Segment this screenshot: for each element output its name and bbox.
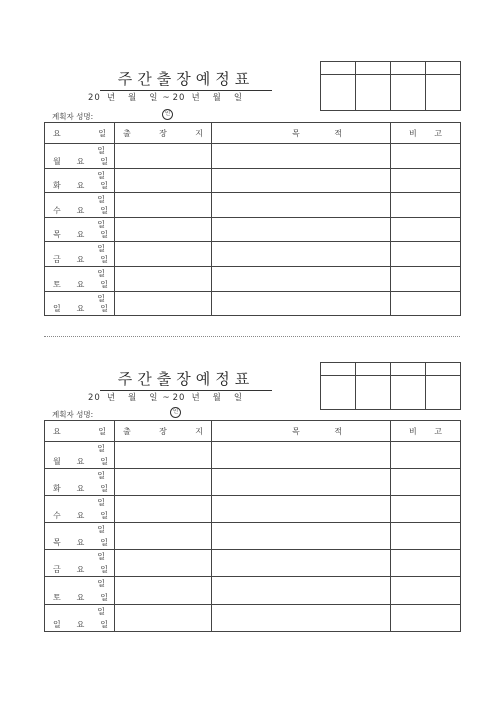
remarks-cell[interactable]	[391, 144, 461, 169]
destination-cell[interactable]	[115, 604, 212, 631]
day-suffix: 일	[97, 244, 105, 254]
approval-box	[320, 61, 461, 111]
day-name	[53, 205, 108, 216]
date-token: ~	[162, 93, 171, 103]
header-char: 요	[53, 426, 61, 436]
day-char: 목	[53, 230, 61, 240]
table-row	[45, 604, 461, 631]
day-name	[53, 619, 108, 630]
header-char: 비	[409, 128, 417, 138]
day-char: 수	[53, 511, 61, 521]
purpose-cell[interactable]	[212, 291, 391, 316]
day-char: 일	[100, 230, 108, 240]
approval-cell[interactable]	[356, 75, 391, 111]
day-char: 요	[76, 279, 85, 289]
day-char: 일	[100, 592, 108, 602]
day-suffix: 일	[97, 146, 105, 155]
remarks-cell[interactable]	[391, 469, 461, 496]
approval-cell[interactable]	[356, 363, 391, 376]
day-cell	[45, 266, 115, 291]
day-suffix: 일	[97, 444, 105, 453]
day-char: 일	[100, 205, 108, 215]
day-char: 토	[53, 592, 61, 602]
remarks-cell[interactable]	[391, 604, 461, 631]
header-char: 장	[159, 426, 167, 436]
day-char: 일	[100, 254, 108, 264]
day-char: 수	[53, 205, 61, 215]
header-char: 지	[195, 426, 203, 436]
approval-cell[interactable]	[426, 75, 461, 111]
day-char: 요	[76, 457, 85, 467]
date-token: 일	[149, 393, 159, 403]
day-char: 일	[100, 457, 108, 467]
approval-box	[320, 362, 461, 410]
date-token: 월	[212, 393, 222, 403]
day-cell	[45, 168, 115, 193]
purpose-cell[interactable]	[212, 496, 391, 523]
table-row	[45, 242, 461, 267]
approval-cell[interactable]	[426, 376, 461, 410]
date-token: 20	[172, 393, 186, 403]
day-cell	[45, 550, 115, 577]
table-row	[45, 168, 461, 193]
table-row	[45, 550, 461, 577]
destination-cell[interactable]	[115, 496, 212, 523]
date-token: 20	[88, 393, 101, 403]
day-cell	[45, 442, 115, 469]
day-cell	[45, 523, 115, 550]
table-row	[45, 291, 461, 316]
schedule-table	[44, 420, 461, 632]
day-name	[53, 254, 108, 265]
table-row	[45, 144, 461, 169]
day-char: 일	[100, 279, 108, 289]
approval-cell[interactable]	[321, 62, 356, 75]
remarks-cell[interactable]	[391, 523, 461, 550]
header-char: 적	[334, 128, 342, 138]
date-token: 일	[149, 93, 159, 103]
approval-cell[interactable]	[391, 75, 426, 111]
date-token: 년	[106, 393, 117, 403]
date-range	[88, 91, 278, 103]
day-name	[53, 510, 108, 521]
day-char: 일	[100, 538, 108, 548]
day-name	[53, 592, 108, 603]
table-header-row	[45, 421, 461, 442]
day-char: 일	[100, 484, 108, 494]
approval-cell[interactable]	[356, 376, 391, 410]
header-char: 요	[53, 128, 61, 138]
day-char: 일	[100, 304, 108, 314]
remarks-cell[interactable]	[391, 291, 461, 316]
approval-cell[interactable]	[321, 363, 356, 376]
day-char: 요	[76, 619, 85, 629]
date-token: 월	[212, 93, 222, 103]
day-char: 요	[76, 230, 85, 240]
day-name	[53, 537, 108, 548]
day-char: 요	[76, 181, 85, 191]
destination-cell[interactable]	[115, 242, 212, 267]
day-cell	[45, 604, 115, 631]
form-title: 주간출장예정표	[100, 68, 272, 91]
day-char: 금	[53, 254, 61, 264]
day-char: 화	[53, 484, 61, 494]
day-char: 월	[53, 457, 61, 467]
day-suffix: 일	[97, 552, 105, 562]
day-char: 요	[76, 304, 85, 314]
day-suffix: 일	[97, 471, 105, 481]
purpose-cell[interactable]	[212, 217, 391, 242]
day-suffix: 일	[97, 268, 105, 278]
approval-cell[interactable]	[426, 62, 461, 75]
date-token: 일	[233, 393, 244, 403]
schedule-table	[44, 122, 461, 316]
day-char: 일	[53, 304, 61, 314]
destination-cell[interactable]	[115, 217, 212, 242]
date-token: 20	[172, 93, 186, 103]
day-suffix: 일	[97, 606, 105, 616]
day-name	[53, 564, 108, 575]
header-char: 고	[434, 426, 442, 436]
day-char: 토	[53, 279, 61, 289]
day-cell	[45, 577, 115, 604]
table-row	[45, 217, 461, 242]
day-cell	[45, 217, 115, 242]
cut-line-divider	[44, 336, 460, 337]
day-char: 일	[100, 511, 108, 521]
seal-mark-icon: 인	[162, 109, 173, 120]
table-row	[45, 193, 461, 218]
approval-cell[interactable]	[391, 376, 426, 410]
planner-name-label: 계획자 성명:	[52, 112, 94, 121]
destination-cell[interactable]	[115, 469, 212, 496]
destination-cell[interactable]	[115, 442, 212, 469]
header-destination	[115, 123, 212, 144]
day-suffix: 일	[97, 170, 105, 180]
purpose-cell[interactable]	[212, 577, 391, 604]
remarks-cell[interactable]	[391, 550, 461, 577]
table-row	[45, 266, 461, 291]
header-char: 출	[123, 426, 131, 436]
destination-cell[interactable]	[115, 144, 212, 169]
day-cell	[45, 144, 115, 169]
day-suffix: 일	[97, 525, 105, 535]
destination-cell[interactable]	[115, 266, 212, 291]
day-char: 요	[76, 254, 85, 264]
table-row	[45, 442, 461, 469]
day-name	[53, 279, 108, 290]
day-name	[53, 180, 108, 191]
purpose-cell[interactable]	[212, 469, 391, 496]
seal-mark-icon: 인	[170, 407, 181, 418]
date-token: 일	[233, 93, 244, 103]
header-char: 목	[292, 426, 300, 436]
header-char: 고	[434, 128, 442, 138]
destination-cell[interactable]	[115, 291, 212, 316]
header-char: 목	[292, 128, 300, 138]
approval-cell[interactable]	[321, 75, 356, 111]
date-token: 월	[128, 93, 138, 103]
header-char: 비	[409, 426, 417, 436]
day-cell	[45, 193, 115, 218]
purpose-cell[interactable]	[212, 442, 391, 469]
purpose-cell[interactable]	[212, 550, 391, 577]
header-purpose	[212, 123, 391, 144]
date-token: 20	[88, 93, 101, 103]
day-suffix: 일	[97, 219, 105, 229]
day-char: 요	[76, 538, 85, 548]
approval-cell[interactable]	[426, 363, 461, 376]
date-token: 년	[191, 93, 201, 103]
purpose-cell[interactable]	[212, 193, 391, 218]
approval-cell[interactable]	[391, 62, 426, 75]
day-name	[53, 456, 108, 467]
destination-cell[interactable]	[115, 550, 212, 577]
remarks-cell[interactable]	[391, 496, 461, 523]
day-cell	[45, 469, 115, 496]
table-row	[45, 496, 461, 523]
day-suffix: 일	[97, 195, 105, 205]
day-cell	[45, 242, 115, 267]
table-row	[45, 469, 461, 496]
day-char: 요	[76, 205, 85, 215]
day-char: 요	[76, 592, 85, 602]
remarks-cell[interactable]	[391, 266, 461, 291]
day-name	[53, 229, 108, 240]
destination-cell[interactable]	[115, 193, 212, 218]
remarks-cell[interactable]	[391, 193, 461, 218]
planner-name-label: 계획자 성명:	[52, 410, 94, 419]
day-suffix: 일	[97, 293, 105, 303]
header-destination	[115, 421, 212, 442]
date-token: 월	[128, 393, 138, 403]
purpose-cell[interactable]	[212, 523, 391, 550]
remarks-cell[interactable]	[391, 168, 461, 193]
table-row	[45, 523, 461, 550]
destination-cell[interactable]	[115, 577, 212, 604]
day-char: 일	[100, 156, 108, 166]
purpose-cell[interactable]	[212, 168, 391, 193]
header-remarks	[391, 123, 461, 144]
day-cell	[45, 291, 115, 316]
header-char: 지	[195, 128, 203, 138]
day-char: 금	[53, 565, 61, 575]
date-token: ~	[162, 393, 171, 403]
day-suffix: 일	[97, 498, 105, 508]
header-char: 일	[98, 128, 106, 138]
remarks-cell[interactable]	[391, 442, 461, 469]
form-title: 주간출장예정표	[100, 368, 272, 391]
remarks-cell[interactable]	[391, 217, 461, 242]
remarks-cell[interactable]	[391, 242, 461, 267]
approval-cell[interactable]	[356, 62, 391, 75]
day-name	[53, 483, 108, 494]
purpose-cell[interactable]	[212, 242, 391, 267]
day-char: 일	[100, 619, 108, 629]
header-char: 적	[334, 426, 342, 436]
day-char: 월	[53, 156, 61, 166]
day-char: 목	[53, 538, 61, 548]
purpose-cell[interactable]	[212, 266, 391, 291]
day-cell	[45, 496, 115, 523]
day-char: 일	[53, 619, 61, 629]
date-token: 년	[106, 93, 117, 103]
day-char: 요	[76, 484, 85, 494]
header-char: 출	[123, 128, 131, 138]
purpose-cell[interactable]	[212, 144, 391, 169]
table-header-row	[45, 123, 461, 144]
day-char: 일	[100, 181, 108, 191]
destination-cell[interactable]	[115, 523, 212, 550]
day-suffix: 일	[97, 579, 105, 589]
day-char: 요	[76, 156, 85, 166]
day-char: 일	[100, 565, 108, 575]
day-name	[53, 303, 108, 314]
header-char: 장	[159, 128, 167, 138]
table-row	[45, 577, 461, 604]
day-char: 화	[53, 181, 61, 191]
approval-cell[interactable]	[321, 376, 356, 410]
purpose-cell[interactable]	[212, 604, 391, 631]
destination-cell[interactable]	[115, 168, 212, 193]
header-char: 일	[98, 426, 106, 436]
date-token: 년	[191, 393, 201, 403]
date-range	[88, 391, 278, 403]
header-day	[45, 123, 115, 144]
remarks-cell[interactable]	[391, 577, 461, 604]
header-purpose	[212, 421, 391, 442]
day-char: 요	[76, 565, 85, 575]
header-day	[45, 421, 115, 442]
day-name	[53, 156, 108, 167]
header-remarks	[391, 421, 461, 442]
approval-cell[interactable]	[391, 363, 426, 376]
day-char: 요	[76, 511, 85, 521]
